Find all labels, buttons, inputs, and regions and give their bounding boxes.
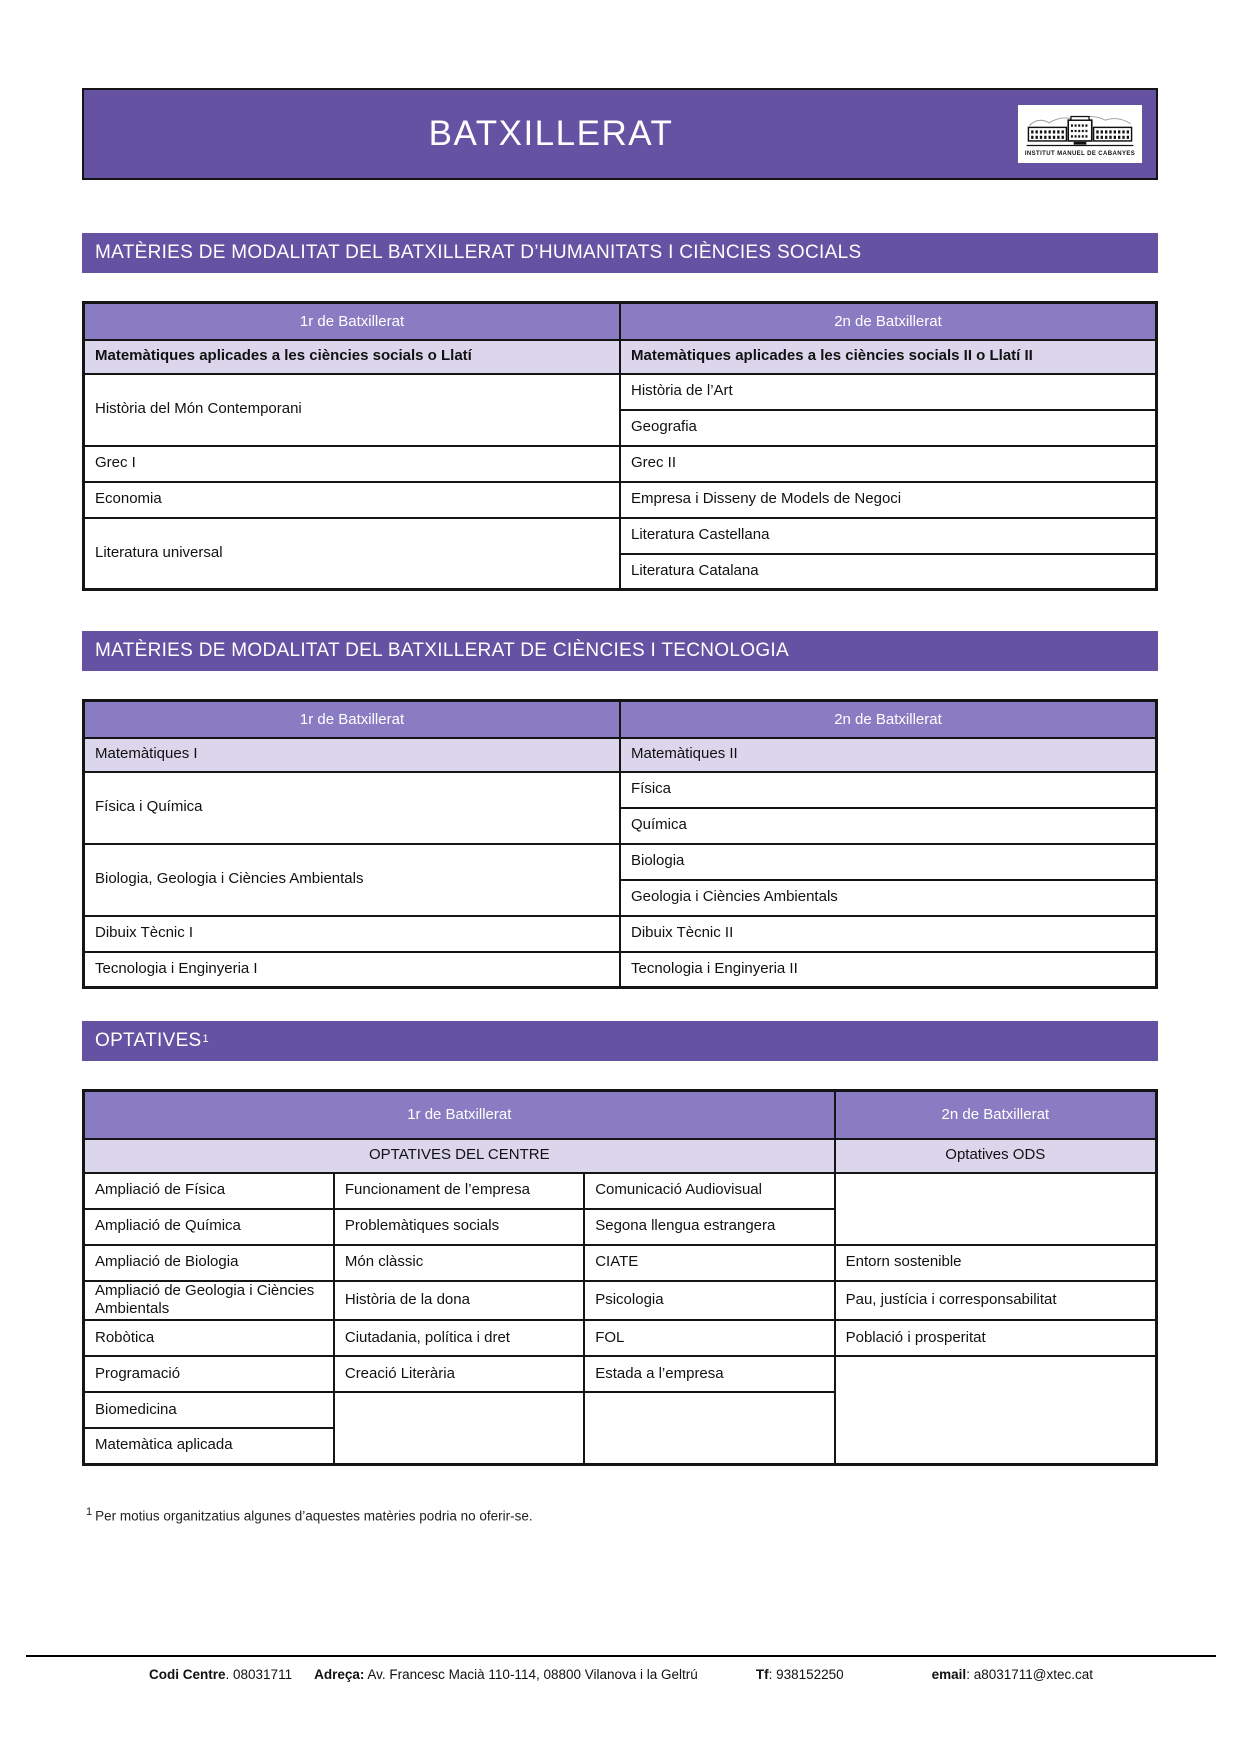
table-row <box>84 952 1157 988</box>
modality-row <box>84 738 1157 772</box>
school-logo <box>1018 105 1142 163</box>
institut-building-icon <box>1024 112 1136 150</box>
column-header-1r: 1r de Batxillerat <box>84 303 621 340</box>
footnote-text: Per motius organitzatius algunes d’aquestes matèries podria no oferir-se. <box>95 1508 533 1523</box>
subject-cell: Ampliació de Química <box>84 1209 334 1245</box>
ciencies-table <box>82 699 1158 989</box>
subject-cell: Grec II <box>620 446 1157 482</box>
page-title-wrap <box>84 114 1018 154</box>
section-banner-optatives <box>82 1021 1158 1061</box>
table-row <box>84 1245 1157 1281</box>
footer-telefon-value: : 938152250 <box>768 1667 844 1682</box>
subject-cell: Matemàtiques I <box>84 738 621 772</box>
subject-cell: Població i prosperitat <box>835 1320 1157 1356</box>
column-header-1r: 1r de Batxillerat <box>84 1091 835 1139</box>
footer-info <box>0 1667 1242 1682</box>
subject-cell: Grec I <box>84 446 621 482</box>
subject-cell: Literatura universal <box>84 518 621 590</box>
table-header-row <box>84 1091 1157 1139</box>
column-header-2n: 2n de Batxillerat <box>835 1091 1157 1139</box>
footer-telefon <box>756 1667 844 1682</box>
section-banner-humanitats-label: MATÈRIES DE MODALITAT DEL BATXILLERAT D’HUMANITATS I CIÈNCIES SOCIALS <box>95 242 862 263</box>
footer-codi-centre <box>149 1667 292 1682</box>
subject-cell: Literatura Castellana <box>620 518 1157 554</box>
subject-cell: Història de l’Art <box>620 374 1157 410</box>
table-header-row <box>84 701 1157 738</box>
subject-cell: Geologia i Ciències Ambientals <box>620 880 1157 916</box>
table-row <box>84 374 1157 410</box>
modality-row <box>84 340 1157 374</box>
table-row <box>84 916 1157 952</box>
humanitats-table <box>82 301 1158 591</box>
table-row <box>84 1320 1157 1356</box>
subject-cell: Entorn sostenible <box>835 1245 1157 1281</box>
subject-cell: Segona llengua estrangera <box>584 1209 834 1245</box>
footer-email-label: email <box>931 1667 967 1682</box>
subject-cell: Ampliació de Biologia <box>84 1245 334 1281</box>
subject-cell: Tecnologia i Enginyeria I <box>84 952 621 988</box>
optatives-table <box>82 1089 1158 1466</box>
subject-cell: Matemàtiques II <box>620 738 1157 772</box>
table-row <box>84 772 1157 808</box>
logo-caption: INSTITUT MANUEL DE CABANYES <box>1024 150 1136 157</box>
empty-cell <box>584 1392 834 1464</box>
subject-cell: Física <box>620 772 1157 808</box>
subject-cell: Biologia <box>620 844 1157 880</box>
table-row <box>84 446 1157 482</box>
table-row <box>84 1281 1157 1321</box>
subject-cell: Ciutadania, política i dret <box>334 1320 584 1356</box>
table-row <box>84 1173 1157 1209</box>
subject-cell: Física i Química <box>84 772 621 844</box>
footer-telefon-label: Tf <box>755 1667 769 1682</box>
subject-cell: Comunicació Audiovisual <box>584 1173 834 1209</box>
subject-cell: Matemàtiques aplicades a les ciències socials II o Llatí II <box>620 340 1157 374</box>
table-row <box>84 518 1157 554</box>
table-header-row <box>84 303 1157 340</box>
subject-cell: Pau, justícia i corresponsabilitat <box>835 1281 1157 1321</box>
section-banner-optatives-label: OPTATIVES <box>95 1030 202 1051</box>
column-header-2n: 2n de Batxillerat <box>620 303 1157 340</box>
footnote <box>86 1506 1158 1524</box>
section-banner-humanitats <box>82 233 1158 273</box>
footnote-marker: 1 <box>86 1505 93 1518</box>
subject-cell: Problemàtiques socials <box>334 1209 584 1245</box>
subject-cell: Empresa i Disseny de Models de Negoci <box>620 482 1157 518</box>
subject-cell: Món clàssic <box>334 1245 584 1281</box>
document-header <box>82 88 1158 180</box>
subject-cell: Matemàtiques aplicades a les ciències socials o Llatí <box>84 340 621 374</box>
subject-cell: Història del Món Contemporani <box>84 374 621 446</box>
table-row <box>84 482 1157 518</box>
table-row <box>84 1356 1157 1392</box>
empty-cell <box>835 1173 1157 1245</box>
footer-codi-value: . 08031711 <box>225 1667 293 1682</box>
footer-adreca-label: Adreça: <box>314 1667 365 1682</box>
subject-cell: Programació <box>84 1356 334 1392</box>
empty-cell <box>835 1356 1157 1464</box>
group-header-ods: Optatives ODS <box>835 1139 1157 1173</box>
group-header-centre: OPTATIVES DEL CENTRE <box>84 1139 835 1173</box>
subject-cell: Robòtica <box>84 1320 334 1356</box>
group-header-row <box>84 1139 1157 1173</box>
subject-cell: Economia <box>84 482 621 518</box>
footer-email <box>932 1667 1093 1682</box>
subject-cell: Matemàtica aplicada <box>84 1428 334 1464</box>
subject-cell: Tecnologia i Enginyeria II <box>620 952 1157 988</box>
column-header-1r: 1r de Batxillerat <box>84 701 621 738</box>
footer-email-value: : a8031711@xtec.cat <box>966 1667 1093 1682</box>
subject-cell: FOL <box>584 1320 834 1356</box>
footer-rule <box>26 1655 1216 1657</box>
subject-cell: Química <box>620 808 1157 844</box>
footer <box>0 1655 1242 1682</box>
footer-codi-label: Codi Centre <box>149 1667 226 1682</box>
table-row <box>84 844 1157 880</box>
empty-cell <box>334 1392 584 1464</box>
subject-cell: Dibuix Tècnic I <box>84 916 621 952</box>
subject-cell: Creació Literària <box>334 1356 584 1392</box>
footnote-marker: 1 <box>202 1033 209 1045</box>
section-banner-ciencies-label: MATÈRIES DE MODALITAT DEL BATXILLERAT DE CIÈNCIES I TECNOLOGIA <box>95 640 789 661</box>
subject-cell: Literatura Catalana <box>620 554 1157 590</box>
subject-cell: Funcionament de l’empresa <box>334 1173 584 1209</box>
subject-cell: Dibuix Tècnic II <box>620 916 1157 952</box>
subject-cell: Biologia, Geologia i Ciències Ambientals <box>84 844 621 916</box>
subject-cell: Biomedicina <box>84 1392 334 1428</box>
page-title: BATXILLERAT <box>428 114 674 153</box>
subject-cell: Ampliació de Geologia i Ciències Ambientals <box>84 1281 334 1321</box>
subject-cell: CIATE <box>584 1245 834 1281</box>
footer-adreca <box>314 1667 698 1682</box>
column-header-2n: 2n de Batxillerat <box>620 701 1157 738</box>
section-banner-ciencies <box>82 631 1158 671</box>
subject-cell: Geografia <box>620 410 1157 446</box>
subject-cell: Psicologia <box>584 1281 834 1321</box>
footer-adreca-value: Av. Francesc Macià 110-114, 08800 Vilanova i la Geltrú <box>364 1667 698 1682</box>
subject-cell: Història de la dona <box>334 1281 584 1321</box>
subject-cell: Ampliació de Física <box>84 1173 334 1209</box>
subject-cell: Estada a l’empresa <box>584 1356 834 1392</box>
